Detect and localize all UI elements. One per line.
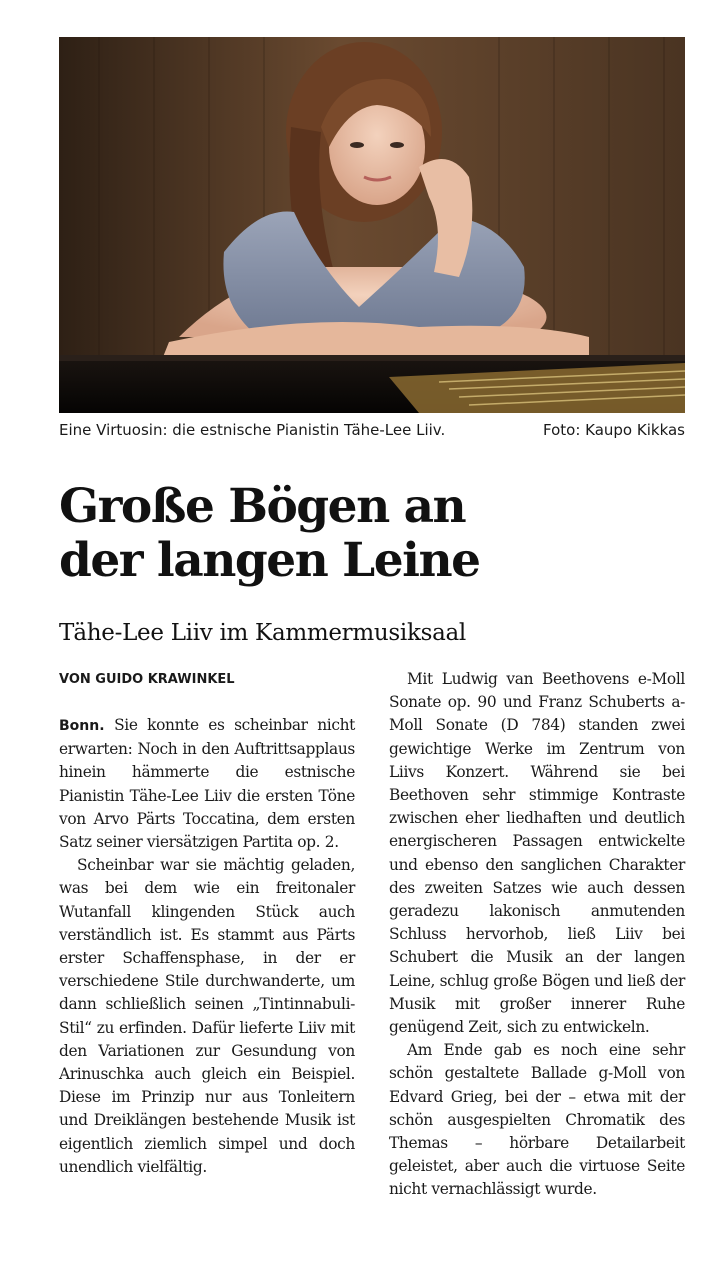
headline-line-1: Große Bögen an [59, 479, 466, 534]
author-byline: VON GUIDO KRAWINKEL [59, 672, 235, 687]
article-column-1 [59, 668, 355, 1179]
pianist-photo-illustration [59, 37, 685, 413]
paragraph-4: Am Ende gab es noch eine sehr schön gestaltete Ballade g-Moll von Edvard Grieg, bei der – etwa mit der schön ausgespielten Chromatik des Themas – hörbare Detailarbeit geleistet, aber auch die virtuose Seite nicht vernachlässigt wurde. [389, 1041, 685, 1199]
article-photo [59, 37, 685, 413]
paragraph-1-text: Sie konnte es scheinbar nicht erwarten: Noch in den Auftrittsapplaus hinein hämmerte die estnische Pianistin Tähe-Lee Liiv die ersten Töne von Arvo Pärts Toccatina, dem ersten Satz seiner viersätzigen Partita op. 2. [59, 716, 355, 852]
photo-credit: Foto: Kaupo Kikkas [542, 421, 685, 439]
subtitle: Tähe-Lee Liiv im Kammermusiksaal [59, 620, 466, 646]
paragraph-3: Mit Ludwig van Beethovens e-Moll Sonate op. 90 und Franz Schuberts a-Moll Sonate (D 784) standen zwei gewichtige Werke im Zentrum von Liivs Konzert. Während sie bei Beethoven sehr stimmige Kontraste zwischen eher liedhaften und deutlich energischeren Passagen entwickelte und ebenso den sanglichen Charakter des zweiten Satzes wie auch dessen geradezu lakonisch anmutenden Schluss hervorhob, ließ Liiv bei Schubert die Musik an der langen Leine, schlug große Bögen und ließ der Musik mit großer innerer Ruhe genügend Zeit, sich zu entwickeln. [389, 670, 685, 1037]
headline [59, 480, 659, 588]
paragraph-1 [59, 714, 355, 854]
dateline: Bonn. [59, 718, 105, 734]
caption-text: Eine Virtuosin: die estnische Pianistin Tähe-Lee Liiv. [59, 421, 446, 439]
photo-caption [59, 419, 685, 441]
paragraph-2: Scheinbar war sie mächtig geladen, was bei dem wie ein freitonaler Wutanfall klingenden Stück auch verständlich ist. Es stammt aus Pärts erster Schaffensphase, in der er verschiedene Stile durchwanderte, um dann schließlich seinen „Tintinnabuli-Stil“ zu erfinden. Dafür lieferte Liiv mit den Variationen zur Gesundung von Arinuschka auch gleich ein Beispiel. Diese im Prinzip nur aus Tonleitern und Dreiklängen bestehende Musik ist eigentlich ziemlich simpel und doch unendlich vielfältig. [59, 856, 355, 1176]
article-column-2 [389, 668, 685, 1202]
headline-line-2: der langen Leine [59, 533, 480, 588]
